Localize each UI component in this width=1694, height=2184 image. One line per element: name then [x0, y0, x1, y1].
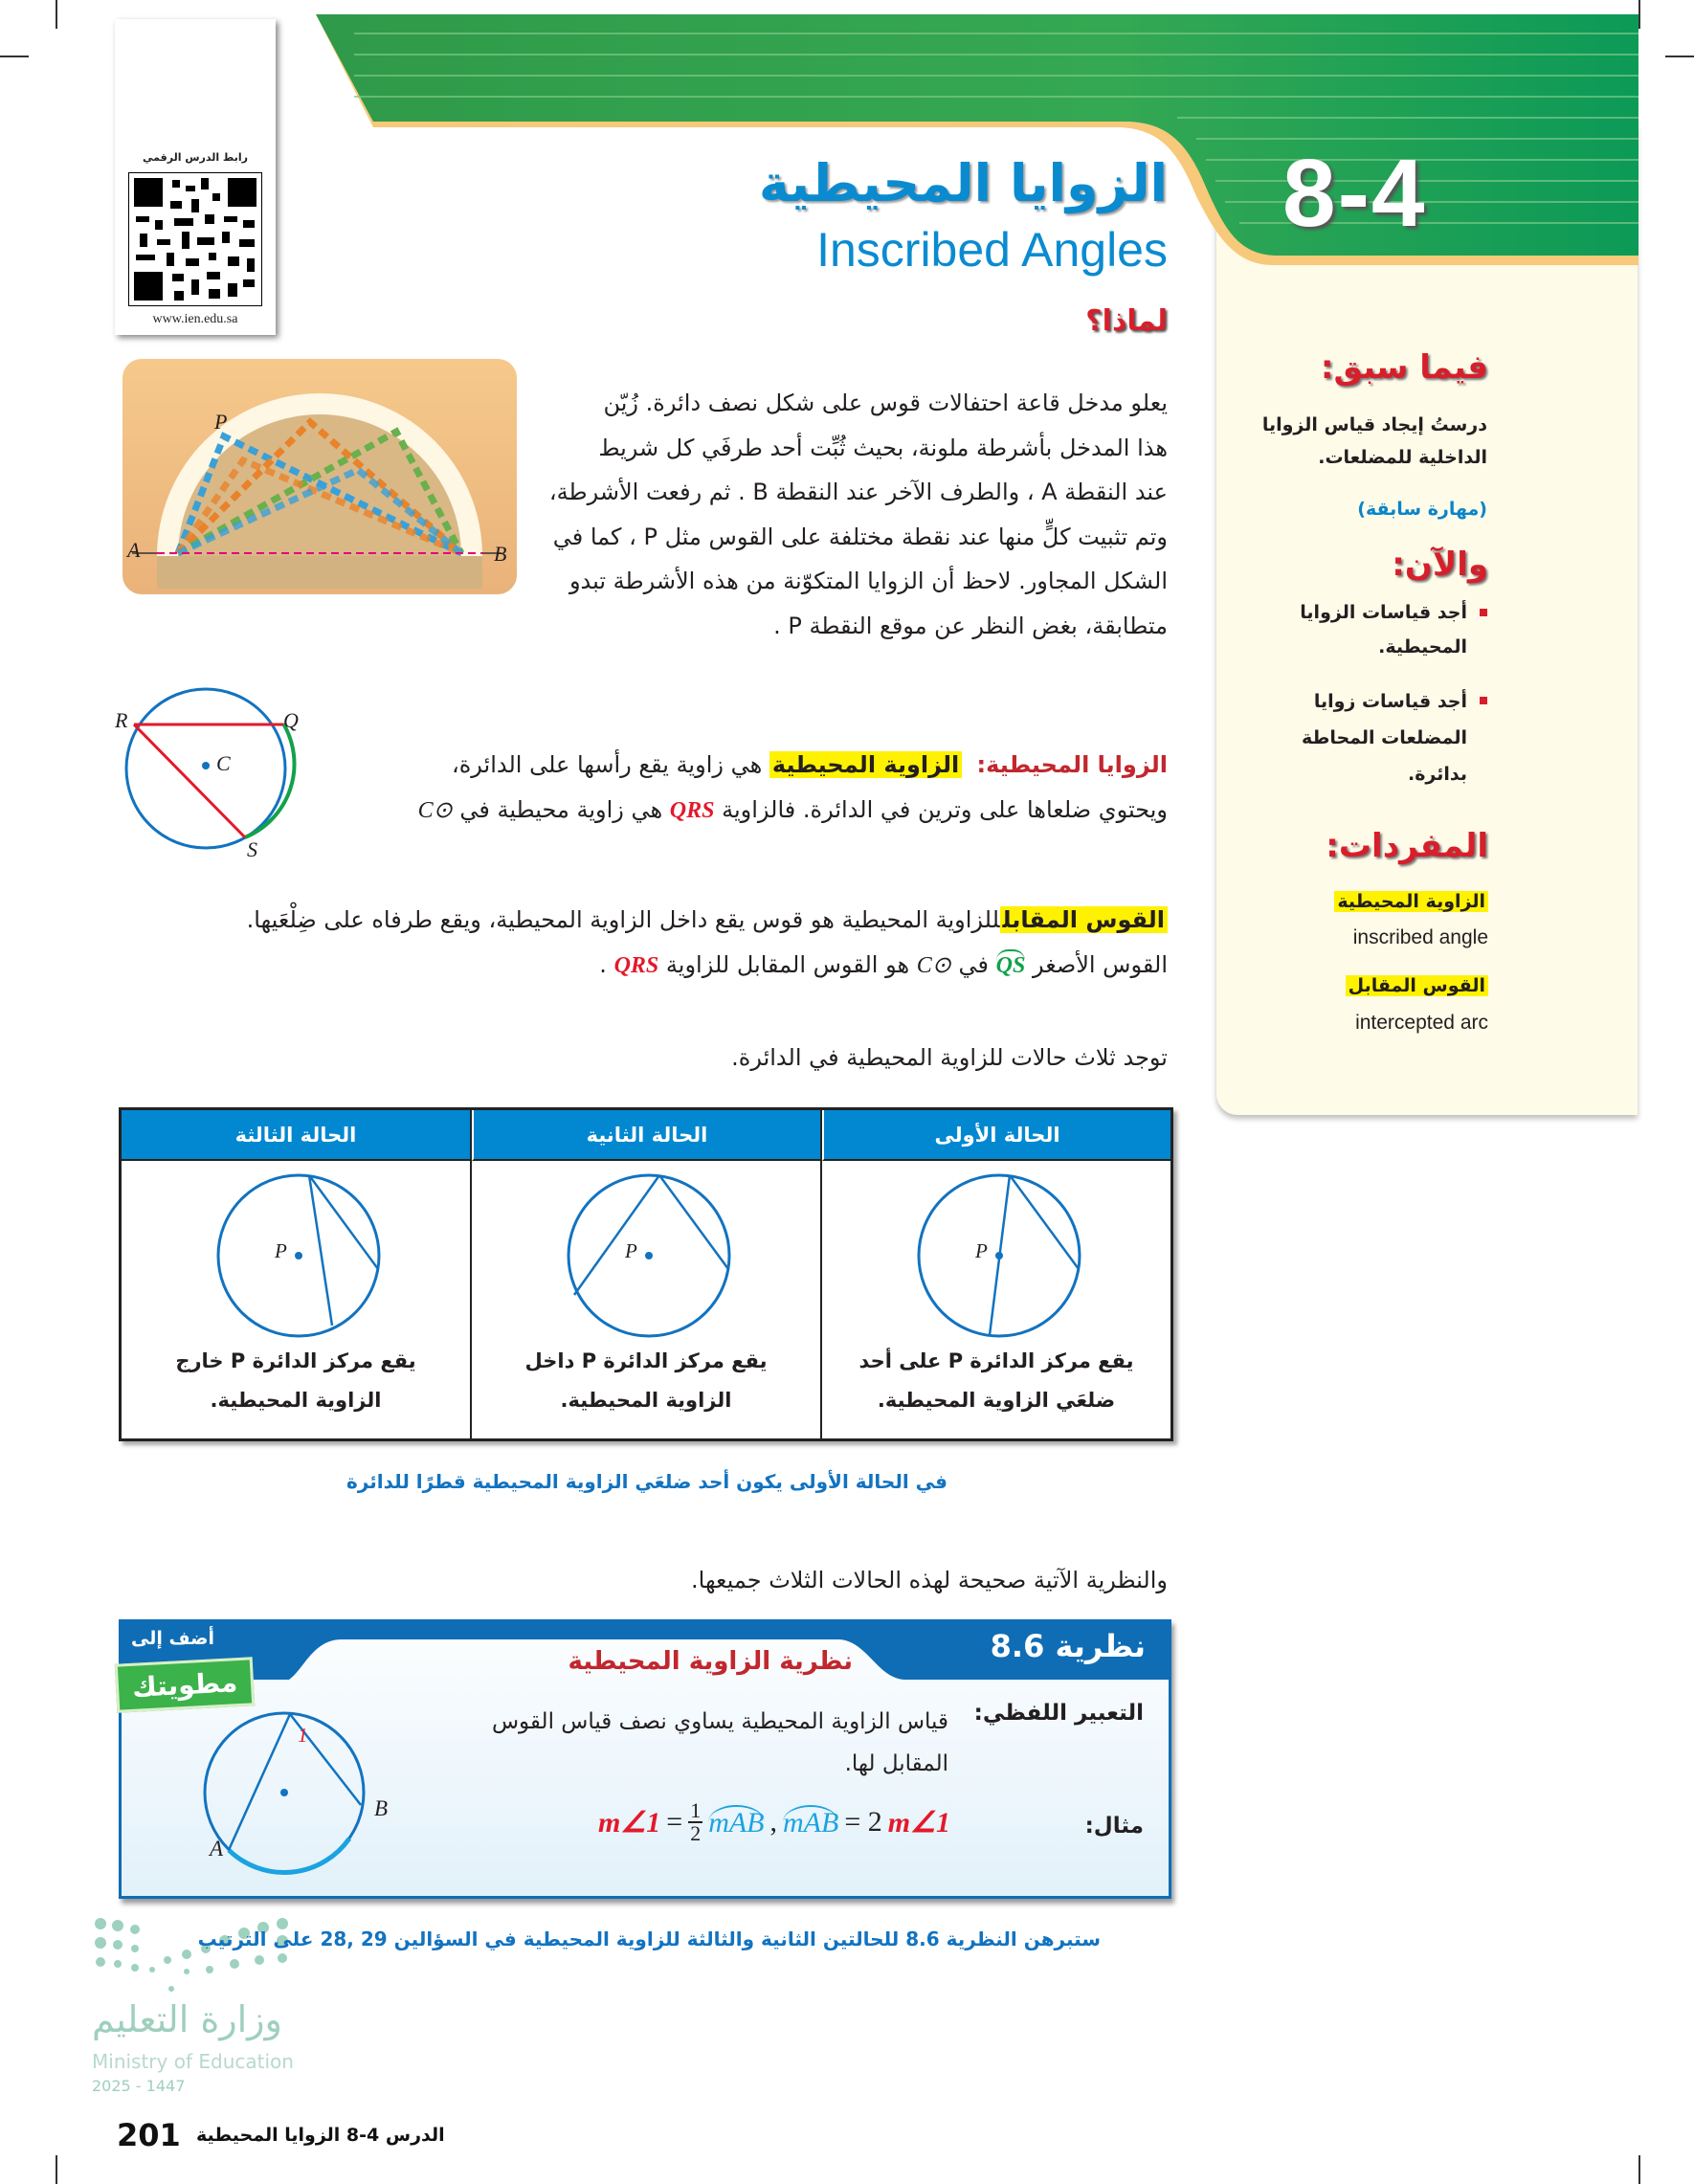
intercepted-text: للزاوية المحيطية هو قوس يقع داخل الزاوية المحيطية، ويقع طرفاه على ضِلْعَيها.	[246, 906, 1000, 933]
now-item	[1302, 683, 1467, 792]
now-item	[1300, 595, 1467, 664]
intercepted-arc-block	[115, 898, 1168, 988]
formula-angle: m∠1	[887, 1806, 950, 1839]
why-line: متطابقة، بغض النظر عن موقع النقطة P .	[773, 612, 1168, 639]
why-line: الشكل المجاور. لاحظ أن الزوايا المتكوّنة من هذه الأشرطة تبدو	[568, 568, 1168, 594]
previous-text: الداخلية للمضلعات.	[1318, 447, 1487, 468]
theorem-box	[119, 1619, 1171, 1899]
caption-line: الزاوية المحيطية.	[560, 1389, 732, 1412]
formula-fraction	[688, 1800, 702, 1844]
case-column	[820, 1110, 1170, 1438]
qr-url[interactable]: www.ien.edu.sa	[152, 312, 238, 326]
case-caption	[122, 1342, 470, 1420]
qr-code[interactable]	[128, 172, 262, 306]
definition-highlight: الزاوية المحيطية	[769, 751, 962, 778]
bullet-icon	[1480, 609, 1487, 616]
caption-line: يقع مركز الدائرة P خارج	[175, 1349, 416, 1372]
theorem-number: نظرية 8.6	[990, 1628, 1146, 1664]
intercepted-text: .	[599, 950, 607, 978]
cases-table	[119, 1107, 1173, 1441]
point-p: P	[275, 1239, 287, 1262]
qr-card	[115, 19, 276, 335]
previous-text: درستُ إيجاد قياس الزوايا	[1261, 414, 1487, 435]
case-1-diagram	[908, 1170, 1090, 1342]
proof-note: ستبرهن النظرية 8.6 للحالتين الثانية والثالثة للزاوية المحيطية في السؤالين 29 ,28 على الترتيب	[197, 1928, 1101, 1950]
arc-qs: QS	[996, 949, 1026, 978]
example-label: مثال:	[1084, 1814, 1144, 1839]
circle-c: ⊙C	[916, 952, 951, 978]
definition-text: ويحتوي ضلعاها على وترين في الدائرة. فالزاوية	[722, 795, 1168, 823]
crop-mark	[0, 56, 29, 57]
circle-qrs-diagram	[105, 670, 316, 871]
intercepted-highlight: القوس المقابل	[1000, 906, 1168, 933]
vocab-term: الزاوية المحيطية	[1334, 891, 1488, 912]
case-column	[122, 1110, 470, 1438]
now-item-line: المحيطية.	[1378, 636, 1467, 657]
why-line: عند النقطة A ، والطرف الآخر عند النقطة B . ثم رفعت الأشرطة،	[548, 479, 1168, 505]
intercepted-text: في	[958, 950, 990, 978]
case-header: الحالة الثانية	[472, 1110, 820, 1161]
photo-label-a: A	[127, 538, 141, 562]
why-heading: لماذا؟	[1085, 304, 1168, 338]
formula-eq: = 2	[844, 1806, 882, 1838]
formula-arc: mAB	[783, 1807, 839, 1839]
caption-line: ضلعَي الزاوية المحيطية.	[877, 1389, 1116, 1412]
lesson-number: 8-4	[1282, 140, 1427, 247]
label-r: R	[115, 708, 128, 732]
formula-eq: =	[666, 1806, 683, 1838]
watermark-ar: وزارة التعليم	[92, 1998, 282, 2040]
arch-photo	[119, 355, 521, 600]
vocab-term-en: intercepted arc	[1355, 1012, 1488, 1034]
caption-line: يقع مركز الدائرة P داخل	[524, 1349, 768, 1372]
theorem-title: نظرية الزاوية المحيطية	[568, 1647, 853, 1676]
case-caption	[472, 1342, 820, 1420]
label-s: S	[247, 837, 257, 861]
vocab-term: القوس المقابل	[1346, 975, 1488, 996]
vocab-term-ar	[1334, 884, 1488, 919]
previous-heading: فيما سبق:	[1320, 348, 1488, 387]
label-q: Q	[283, 708, 299, 732]
definition-block	[325, 743, 1168, 833]
verbal-text	[374, 1701, 948, 1785]
point-p: P	[975, 1239, 988, 1262]
vocab-heading: المفردات:	[1326, 827, 1488, 865]
why-line: هذا المدخل بأشرطة ملونة، بحيث ثُبِّت أحد طرفَي كل شريط	[598, 434, 1168, 461]
angle-label-1: 1	[298, 1724, 308, 1747]
caption-line: يقع مركز الدائرة P على أحد	[858, 1349, 1134, 1372]
point-a: A	[210, 1837, 224, 1861]
vocab-term-en: inscribed angle	[1352, 926, 1488, 948]
definition-text: هي زاوية محيطية في	[459, 795, 663, 823]
page-number: 201	[117, 2117, 181, 2153]
watermark-en: Ministry of Education	[92, 2050, 294, 2073]
now-item-line: أجد قياسات الزوايا	[1300, 602, 1467, 623]
verbal-line: المقابل لها.	[844, 1751, 948, 1776]
cases-intro: توجد ثلاث حالات للزاوية المحيطية في الدائرة.	[731, 1044, 1168, 1071]
watermark-year: 2025 - 1447	[92, 2077, 186, 2095]
case-note: في الحالة الأولى يكون أحد ضلعَي الزاوية المحيطية قطرًا للدائرة	[345, 1470, 947, 1493]
angle-qrs: QRS	[613, 952, 659, 978]
formula-angle: m∠1	[598, 1806, 661, 1839]
crop-mark	[56, 2155, 57, 2184]
theorem-diagram	[198, 1706, 390, 1888]
why-line: يعلو مدخل قاعة احتفالات قوس على شكل نصف دائرة. زُيّن	[603, 390, 1168, 416]
angle-qrs: QRS	[669, 797, 715, 823]
qr-label: رابط الدرس الرقمي	[143, 151, 248, 164]
foldable-badge[interactable]: مطويتك	[115, 1657, 256, 1712]
photo-label-b: B	[494, 542, 507, 566]
circle-c: ⊙C	[417, 797, 453, 823]
title-arabic: الزوايا المحيطية	[758, 153, 1168, 213]
case-2-diagram	[558, 1170, 740, 1342]
why-line: وتم تثبيت كلٍّ منها عند نقطة مختلفة على القوس مثل P ، كما في	[552, 523, 1168, 550]
why-paragraph	[536, 381, 1168, 648]
formula-arc: mAB	[708, 1807, 765, 1839]
definition-text: هي زاوية يقع رأسها على الدائرة،	[451, 751, 763, 778]
fraction-num: 1	[690, 1798, 702, 1822]
title-english: Inscribed Angles	[816, 223, 1168, 277]
case-header: الحالة الثالثة	[122, 1110, 470, 1161]
case-column	[470, 1110, 820, 1438]
crop-mark	[56, 0, 57, 29]
definition-term: الزوايا المحيطية:	[976, 751, 1168, 778]
case-3-diagram	[208, 1170, 390, 1342]
intercepted-text: القوس الأصغر	[1033, 950, 1168, 978]
case-caption	[822, 1342, 1170, 1420]
crop-mark	[1638, 0, 1640, 29]
bullet-icon	[1480, 697, 1487, 704]
point-b: B	[374, 1796, 389, 1820]
formula-comma: ,	[769, 1806, 778, 1838]
previous-skill-link[interactable]: (مهارة سابقة)	[1357, 499, 1487, 520]
crop-mark	[1665, 56, 1694, 57]
now-item-line: أجد قياسات زوايا	[1313, 691, 1467, 712]
verbal-line: قياس الزاوية المحيطية يساوي نصف قياس القوس	[491, 1709, 948, 1734]
now-item-line: المضلعات المحاطة	[1301, 727, 1467, 748]
case-header: الحالة الأولى	[822, 1110, 1170, 1161]
caption-line: الزاوية المحيطية.	[210, 1389, 382, 1412]
intercepted-text: هو القوس المقابل للزاوية	[665, 950, 910, 978]
footer-lesson: الدرس 4-8 الزوايا المحيطية	[196, 2125, 445, 2146]
vocab-term-ar	[1346, 969, 1488, 1003]
foldable-label: أضف إلى	[131, 1628, 214, 1649]
fraction-den: 2	[690, 1821, 702, 1845]
label-c: C	[216, 751, 231, 775]
theorem-formula	[598, 1800, 950, 1844]
verbal-label: التعبير اللفظي:	[973, 1701, 1144, 1726]
now-heading: والآن:	[1392, 546, 1488, 584]
photo-label-p: P	[214, 410, 228, 434]
now-item-line: بدائرة.	[1407, 764, 1467, 785]
point-p: P	[625, 1239, 637, 1262]
crop-mark	[1638, 2155, 1640, 2184]
theorem-intro: والنظرية الآتية صحيحة لهذه الحالات الثلاث جميعها.	[691, 1567, 1168, 1593]
